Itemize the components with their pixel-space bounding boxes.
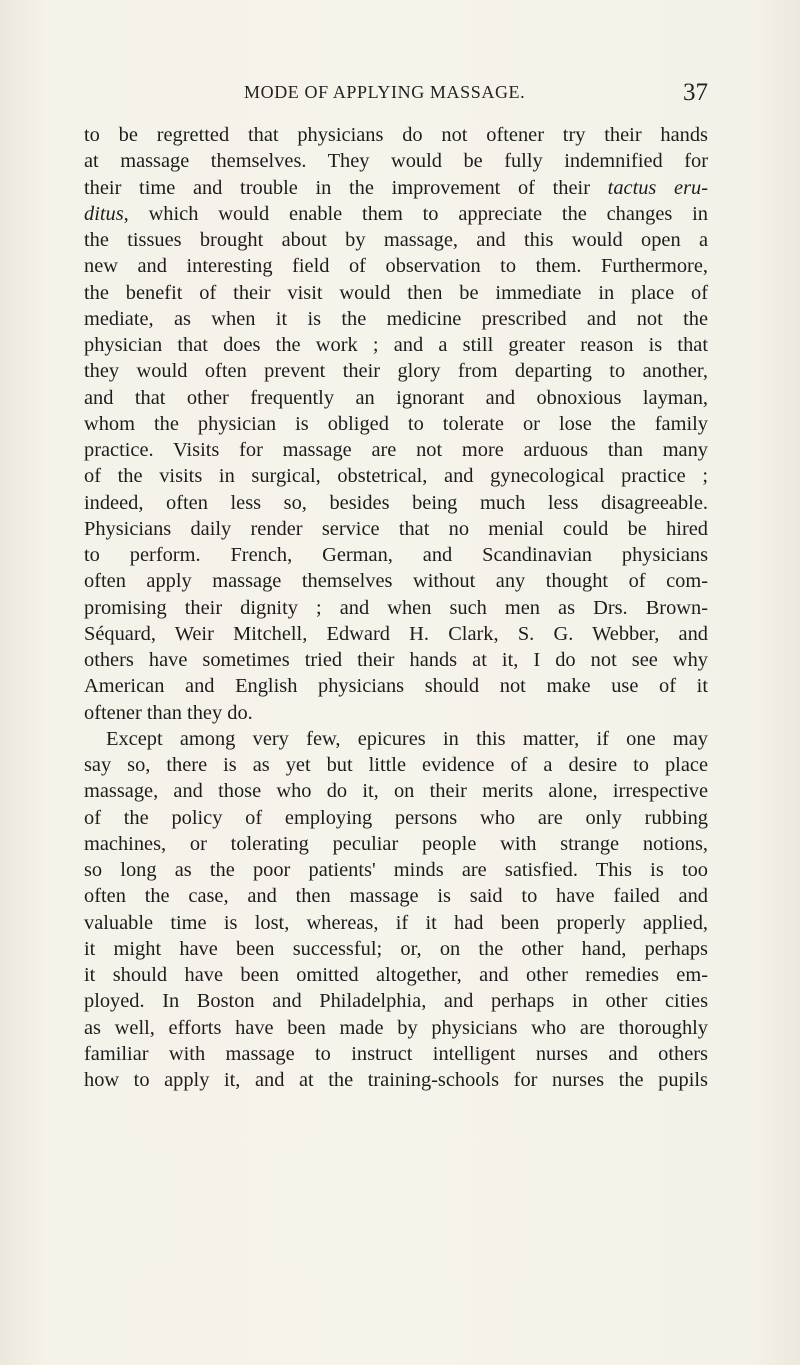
page-header bbox=[84, 79, 708, 112]
text-line: it might have been successful; or, on the other hand, perhaps bbox=[84, 937, 708, 960]
text-line: so long as the poor patients' minds are satisfied. This is too bbox=[84, 859, 708, 881]
text-line: of the policy of employing persons who are only rubbing bbox=[84, 806, 708, 829]
text-line: Séquard, Weir Mitchell, Edward H. Clark, S. G. Webber, and bbox=[84, 622, 708, 645]
text-line: physician that does the work ; and a still greater reason is that bbox=[84, 334, 708, 356]
text-line: American and English physicians should not make use of it bbox=[84, 675, 708, 698]
text-line: to be regretted that physicians do not oftener try their hands bbox=[84, 124, 708, 146]
text-line: Except among very few, epicures in this matter, if one may bbox=[106, 727, 708, 750]
text-run: , which would enable them to appreciate the changes in bbox=[123, 202, 708, 225]
text-line: machines, or tolerating peculiar people with strange notions, bbox=[84, 832, 708, 855]
text-line: often apply massage themselves without any thought of com- bbox=[84, 570, 708, 593]
italic-phrase: tactus eru- bbox=[607, 176, 709, 199]
text-line: valuable time is lost, whereas, if it had been properly applied, bbox=[84, 911, 708, 934]
running-head: MODE OF APPLYING MASSAGE. bbox=[244, 82, 526, 102]
text-line: to perform. French, German, and Scandinavian physicians bbox=[84, 544, 708, 566]
page-number: 37 bbox=[683, 79, 708, 106]
text-line: oftener than they do. bbox=[84, 701, 253, 724]
text-line: practice. Visits for massage are not more arduous than many bbox=[84, 439, 708, 461]
text-line: mediate, as when it is the medicine prescribed and not the bbox=[84, 307, 708, 330]
text-line: promising their dignity ; and when such men as Drs. Brown- bbox=[84, 596, 708, 619]
text-line: indeed, often less so, besides being much less disagreeable. bbox=[84, 491, 708, 514]
text-line: it should have been omitted altogether, and other remedies em- bbox=[84, 964, 708, 986]
text-line: others have sometimes tried their hands at it, I do not see why bbox=[84, 649, 708, 671]
text-line bbox=[84, 201, 708, 227]
text-line: as well, efforts have been made by physicians who are thoroughly bbox=[84, 1016, 708, 1039]
text-line: and that other frequently an ignorant and obnoxious layman, bbox=[84, 386, 708, 409]
text-line: the benefit of their visit would then be immediate in place of bbox=[84, 281, 708, 304]
text-line: familiar with massage to instruct intelligent nurses and others bbox=[84, 1042, 708, 1065]
text-line: they would often prevent their glory from departing to another, bbox=[84, 360, 708, 383]
text-line: whom the physician is obliged to tolerate or lose the family bbox=[84, 412, 708, 435]
text-line: new and interesting field of observation to them. Furthermore, bbox=[84, 255, 708, 278]
text-line: the tissues brought about by massage, and this would open a bbox=[84, 229, 708, 251]
text-line: how to apply it, and at the training-schools for nurses the pupils bbox=[84, 1069, 708, 1091]
text-line: of the visits in surgical, obstetrical, and gynecological practice ; bbox=[84, 465, 708, 488]
paragraph-2 bbox=[84, 726, 708, 1094]
text-line: at massage themselves. They would be fully indemnified for bbox=[84, 150, 708, 173]
text-line: massage, and those who do it, on their merits alone, irrespective bbox=[84, 780, 708, 803]
text-line: often the case, and then massage is said to have failed and bbox=[84, 885, 708, 908]
paragraph-1 bbox=[84, 122, 708, 726]
text-line: ployed. In Boston and Philadelphia, and perhaps in other cities bbox=[84, 990, 708, 1013]
body-text bbox=[84, 122, 708, 1093]
italic-phrase: ditus bbox=[84, 202, 124, 225]
text-line: Physicians daily render service that no menial could be hired bbox=[84, 517, 708, 540]
text-line bbox=[84, 175, 708, 201]
text-line: say so, there is as yet but little evidence of a desire to place bbox=[84, 754, 708, 776]
text-run: their time and trouble in the improvement of their bbox=[84, 176, 608, 199]
